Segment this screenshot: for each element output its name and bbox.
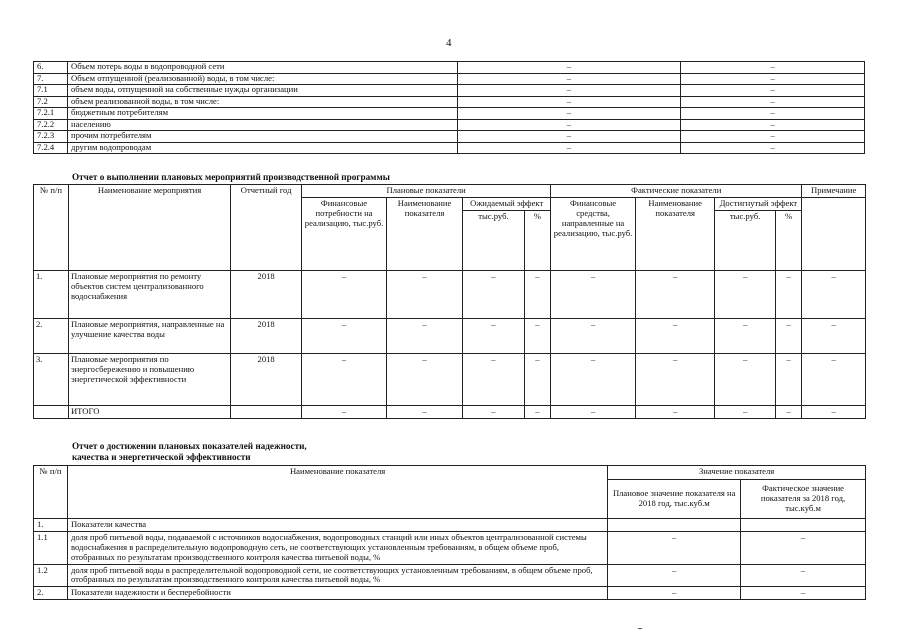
t3-num-header: № п/п (34, 466, 68, 519)
row-cell: – (524, 353, 550, 405)
row-cell: – (635, 270, 714, 318)
row-cell: – (524, 318, 550, 353)
row-name: Показатели надежности и бесперебойности (67, 587, 607, 600)
total-num (34, 405, 69, 418)
row-value-1: – (457, 96, 681, 108)
row-name: Плановые мероприятия, направленные на улучшение качества воды (68, 318, 230, 353)
row-cell: – (302, 353, 387, 405)
row-name: объем реализованной воды, в том числе: (67, 96, 457, 108)
table-row (34, 353, 866, 405)
row-fact: – (741, 531, 866, 564)
row-name: Объем отпущенной (реализованной) воды, в том числе: (67, 73, 457, 85)
row-name: Плановые мероприятия по энергосбережению и повышению энергетической эффективности (68, 353, 230, 405)
total-cell: – (802, 405, 866, 418)
row-name: Показатели качества (67, 519, 607, 532)
row-year: 2018 (231, 270, 302, 318)
table-row (34, 587, 866, 600)
row-plan: – (608, 531, 741, 564)
scan-mark (638, 628, 642, 629)
total-cell: – (524, 405, 550, 418)
table-row (34, 108, 865, 120)
row-name: населению (67, 119, 457, 131)
row-cell: – (775, 270, 801, 318)
row-num: 6. (34, 62, 68, 74)
row-value-2: – (681, 62, 865, 74)
table-row (34, 270, 866, 318)
row-num: 1. (34, 270, 69, 318)
row-plan: – (608, 564, 741, 587)
row-num: 7.2.4 (34, 142, 68, 154)
section2-title: Отчет о выполнении плановых мероприятий производственной программы (72, 172, 390, 182)
row-value-2: – (681, 85, 865, 97)
row-name: прочим потребителям (67, 131, 457, 143)
row-value-1: – (457, 73, 681, 85)
total-year (231, 405, 302, 418)
row-cell: – (802, 353, 866, 405)
row-name: бюджетным потребителям (67, 108, 457, 120)
row-cell: – (635, 318, 714, 353)
row-num: 7. (34, 73, 68, 85)
row-name: доля проб питьевой воды, подаваемой с источников водоснабжения, водопроводных станций или иных объектов централизованной системы водоснабжения в распределительную водопроводную сеть, не соответствующих установленным требованиям, в общем объеме проб, отобранных по результатам производственного контроля качества питьевой воды, % (67, 531, 607, 564)
row-plan (608, 519, 741, 532)
note-subheader (802, 197, 866, 270)
row-cell: – (524, 270, 550, 318)
t3-fact-header: Фактическое значение показателя за 2018 год, тыс.куб.м (741, 480, 866, 519)
total-cell: – (302, 405, 387, 418)
row-cell: – (802, 270, 866, 318)
row-name: доля проб питьевой воды в распределительной водопроводной сети, не соответствующих установленным требованиям, в общем объеме проб, отобранных по результатам производственного контроля качества питьевой воды, % (67, 564, 607, 587)
table-row (34, 62, 865, 74)
table-row (34, 119, 865, 131)
row-num: 7.1 (34, 85, 68, 97)
col-name-header: Наименование мероприятия (68, 185, 230, 271)
plan-eff-pct-header: % (524, 210, 550, 270)
row-value-1: – (457, 85, 681, 97)
row-num: 7.2.3 (34, 131, 68, 143)
total-cell: – (775, 405, 801, 418)
row-cell: – (715, 270, 775, 318)
measures-table (33, 184, 866, 419)
total-cell: – (551, 405, 636, 418)
row-cell: – (302, 270, 387, 318)
table-row (34, 73, 865, 85)
row-fact: – (741, 587, 866, 600)
row-value-2: – (681, 73, 865, 85)
row-name: Плановые мероприятия по ремонту объектов систем централизованного водоснабжения (68, 270, 230, 318)
total-cell: – (386, 405, 462, 418)
row-num: 3. (34, 353, 69, 405)
row-cell: – (386, 318, 462, 353)
t3-value-header: Значение показателя (608, 466, 866, 480)
row-value-1: – (457, 142, 681, 154)
row-cell: – (551, 270, 636, 318)
row-cell: – (551, 318, 636, 353)
row-num: 7.2.2 (34, 119, 68, 131)
total-cell: – (715, 405, 775, 418)
total-label: ИТОГО (68, 405, 230, 418)
row-value-1: – (457, 108, 681, 120)
row-num: 7.2.1 (34, 108, 68, 120)
row-cell: – (635, 353, 714, 405)
row-num: 2. (34, 587, 68, 600)
row-cell: – (386, 270, 462, 318)
table-row (34, 96, 865, 108)
row-value-2: – (681, 108, 865, 120)
t3-plan-header: Плановое значение показателя на 2018 год, тыс.куб.м (608, 480, 741, 519)
row-num: 1.2 (34, 564, 68, 587)
row-cell: – (715, 353, 775, 405)
total-row (34, 405, 866, 418)
table-row (34, 531, 866, 564)
fact-ind-header: Наименование показателя (635, 197, 714, 270)
table-row (34, 519, 866, 532)
fact-header: Фактические показатели (551, 185, 802, 198)
row-cell: – (715, 318, 775, 353)
section3-title-line2: качества и энергетической эффективности (72, 452, 251, 462)
row-num: 1. (34, 519, 68, 532)
note-header: Примечание (802, 185, 866, 198)
page-number: 4 (446, 37, 452, 49)
row-cell: – (463, 353, 524, 405)
row-num: 7.2 (34, 96, 68, 108)
row-value-1: – (457, 62, 681, 74)
plan-eff-rub-header: тыс.руб. (463, 210, 524, 270)
row-name: объем воды, отпущенной на собственные нужды организации (67, 85, 457, 97)
row-cell: – (386, 353, 462, 405)
row-fact (741, 519, 866, 532)
row-name: Объем потерь воды в водопроводной сети (67, 62, 457, 74)
row-name: другим водопроводам (67, 142, 457, 154)
row-value-1: – (457, 131, 681, 143)
row-cell: – (463, 318, 524, 353)
col-num-header: № п/п (34, 185, 69, 271)
balance-table (33, 61, 865, 154)
plan-fin-header: Финансовые потребности на реализацию, тыс.руб. (302, 197, 387, 270)
row-cell: – (463, 270, 524, 318)
row-plan: – (608, 587, 741, 600)
row-value-1: – (457, 119, 681, 131)
t3-name-header: Наименование показателя (67, 466, 607, 519)
table-row (34, 85, 865, 97)
row-cell: – (775, 353, 801, 405)
row-value-2: – (681, 119, 865, 131)
plan-header: Плановые показатели (302, 185, 551, 198)
row-fact: – (741, 564, 866, 587)
fact-eff-rub-header: тыс.руб. (715, 210, 775, 270)
table-row (34, 131, 865, 143)
row-cell: – (551, 353, 636, 405)
total-cell: – (635, 405, 714, 418)
plan-ind-header: Наименование показателя (386, 197, 462, 270)
row-num: 2. (34, 318, 69, 353)
table-row (34, 318, 866, 353)
row-value-2: – (681, 142, 865, 154)
row-value-2: – (681, 131, 865, 143)
col-year-header: Отчетный год (231, 185, 302, 271)
row-cell: – (775, 318, 801, 353)
row-value-2: – (681, 96, 865, 108)
row-year: 2018 (231, 353, 302, 405)
total-cell: – (463, 405, 524, 418)
table-row (34, 564, 866, 587)
fact-eff-header: Достигнутый эффект (715, 197, 802, 210)
row-year: 2018 (231, 318, 302, 353)
section3-title-line1: Отчет о достижении плановых показателей надежности, (72, 441, 307, 451)
fact-eff-pct-header: % (775, 210, 801, 270)
table-row (34, 142, 865, 154)
fact-fin-header: Финансовые средства, направленные на реализацию, тыс.руб. (551, 197, 636, 270)
plan-eff-header: Ожидаемый эффект (463, 197, 551, 210)
indicators-table (33, 465, 866, 600)
row-cell: – (802, 318, 866, 353)
row-num: 1.1 (34, 531, 68, 564)
row-cell: – (302, 318, 387, 353)
